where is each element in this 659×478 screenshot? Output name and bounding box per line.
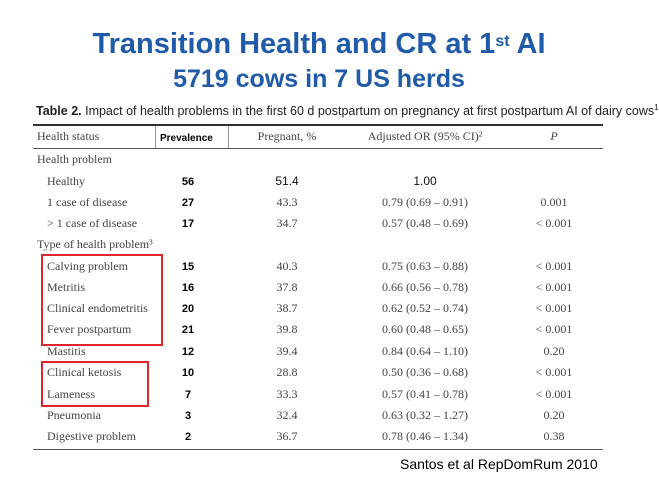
- row-pregnant: 51.4: [275, 174, 299, 188]
- slide-title: Transition Health and CR at 1st AI: [92, 28, 546, 60]
- row-prevalence: 10: [181, 367, 195, 379]
- row-pregnant: 33.3: [276, 387, 298, 401]
- header-health-status: Health status: [37, 129, 100, 143]
- row-label: Lameness: [47, 387, 95, 401]
- row-or: 0.50 (0.36 – 0.68): [382, 365, 468, 379]
- row-p: 0.20: [543, 408, 565, 422]
- row-label: Pneumonia: [47, 408, 101, 422]
- table-bottom-rule: [33, 449, 603, 450]
- row-p: 0.38: [543, 429, 565, 443]
- row-pregnant: 34.7: [276, 216, 298, 230]
- row-p: < 0.001: [535, 365, 573, 379]
- row-prevalence: 27: [181, 197, 195, 209]
- section-type-of-health-problem: Type of health problem³: [37, 237, 153, 251]
- section-health-problem: Health problem: [37, 152, 112, 166]
- slide-subtitle: 5719 cows in 7 US herds: [173, 65, 465, 93]
- row-p: 0.20: [543, 344, 565, 358]
- header-pregnant: Pregnant, %: [257, 129, 317, 143]
- row-prevalence: 15: [181, 261, 195, 273]
- row-prevalence: 3: [184, 410, 192, 422]
- table-header-rule: [33, 148, 603, 149]
- row-p: 0.001: [540, 195, 568, 209]
- table-caption: Table 2. Impact of health problems in the first 60 d postpartum on pregnancy at first postpartum AI of dairy cows$^1$: [36, 103, 659, 119]
- row-p: < 0.001: [535, 322, 573, 336]
- row-or: 0.57 (0.41 – 0.78): [382, 387, 468, 401]
- row-label: Metritis: [47, 280, 85, 294]
- row-prevalence: 56: [181, 176, 195, 188]
- row-pregnant: 32.4: [276, 408, 298, 422]
- row-prevalence: 7: [184, 389, 192, 401]
- row-p: < 0.001: [535, 301, 573, 315]
- prevalence-column-divider: [155, 126, 156, 148]
- row-label: Mastitis: [47, 344, 86, 358]
- highlight-box-reproductive: [41, 254, 163, 346]
- row-prevalence: 17: [181, 218, 195, 230]
- source-citation: Santos et al RepDomRum 2010: [400, 456, 598, 472]
- row-label: 1 case of disease: [47, 195, 128, 209]
- row-pregnant: 28.8: [276, 365, 298, 379]
- row-or: 0.63 (0.32 – 1.27): [382, 408, 468, 422]
- highlight-box-metabolic: [41, 361, 149, 407]
- row-prevalence: 21: [181, 324, 195, 336]
- row-label: Fever postpartum: [47, 322, 132, 336]
- row-pregnant: 39.8: [276, 322, 298, 336]
- row-prevalence: 2: [184, 431, 192, 443]
- row-label: Calving problem: [47, 259, 128, 273]
- row-or: 0.78 (0.46 – 1.34): [382, 429, 468, 443]
- header-adjusted-or: Adjusted OR (95% CI)²: [367, 129, 483, 143]
- row-prevalence: 16: [181, 282, 195, 294]
- row-prevalence: 12: [181, 346, 195, 358]
- row-or: 0.66 (0.56 – 0.78): [382, 280, 468, 294]
- row-or: 0.75 (0.63 – 0.88): [382, 259, 468, 273]
- row-pregnant: 36.7: [276, 429, 298, 443]
- prevalence-column-divider: [228, 126, 229, 148]
- row-pregnant: 38.7: [276, 301, 298, 315]
- row-label: Clinical endometritis: [47, 301, 148, 315]
- row-p: < 0.001: [535, 387, 573, 401]
- row-p: < 0.001: [535, 280, 573, 294]
- row-pregnant: 39.4: [276, 344, 298, 358]
- row-pregnant: 43.3: [276, 195, 298, 209]
- row-prevalence: 20: [181, 303, 195, 315]
- row-label: Digestive problem: [47, 429, 136, 443]
- row-label: > 1 case of disease: [47, 216, 138, 230]
- header-p: P: [550, 129, 558, 143]
- row-or: 1.00: [413, 174, 437, 188]
- row-or: 0.57 (0.48 – 0.69): [382, 216, 468, 230]
- row-or: 0.60 (0.48 – 0.65): [382, 322, 468, 336]
- table-top-rule: [33, 124, 603, 126]
- row-label: Clinical ketosis: [47, 365, 122, 379]
- row-label: Healthy: [47, 174, 85, 188]
- row-pregnant: 40.3: [276, 259, 298, 273]
- row-or: 0.84 (0.64 – 1.10): [382, 344, 468, 358]
- row-p: < 0.001: [535, 216, 573, 230]
- header-prevalence: Prevalence: [160, 133, 213, 144]
- row-pregnant: 37.8: [276, 280, 298, 294]
- row-or: 0.79 (0.69 – 0.91): [382, 195, 468, 209]
- row-or: 0.62 (0.52 – 0.74): [382, 301, 468, 315]
- row-p: < 0.001: [535, 259, 573, 273]
